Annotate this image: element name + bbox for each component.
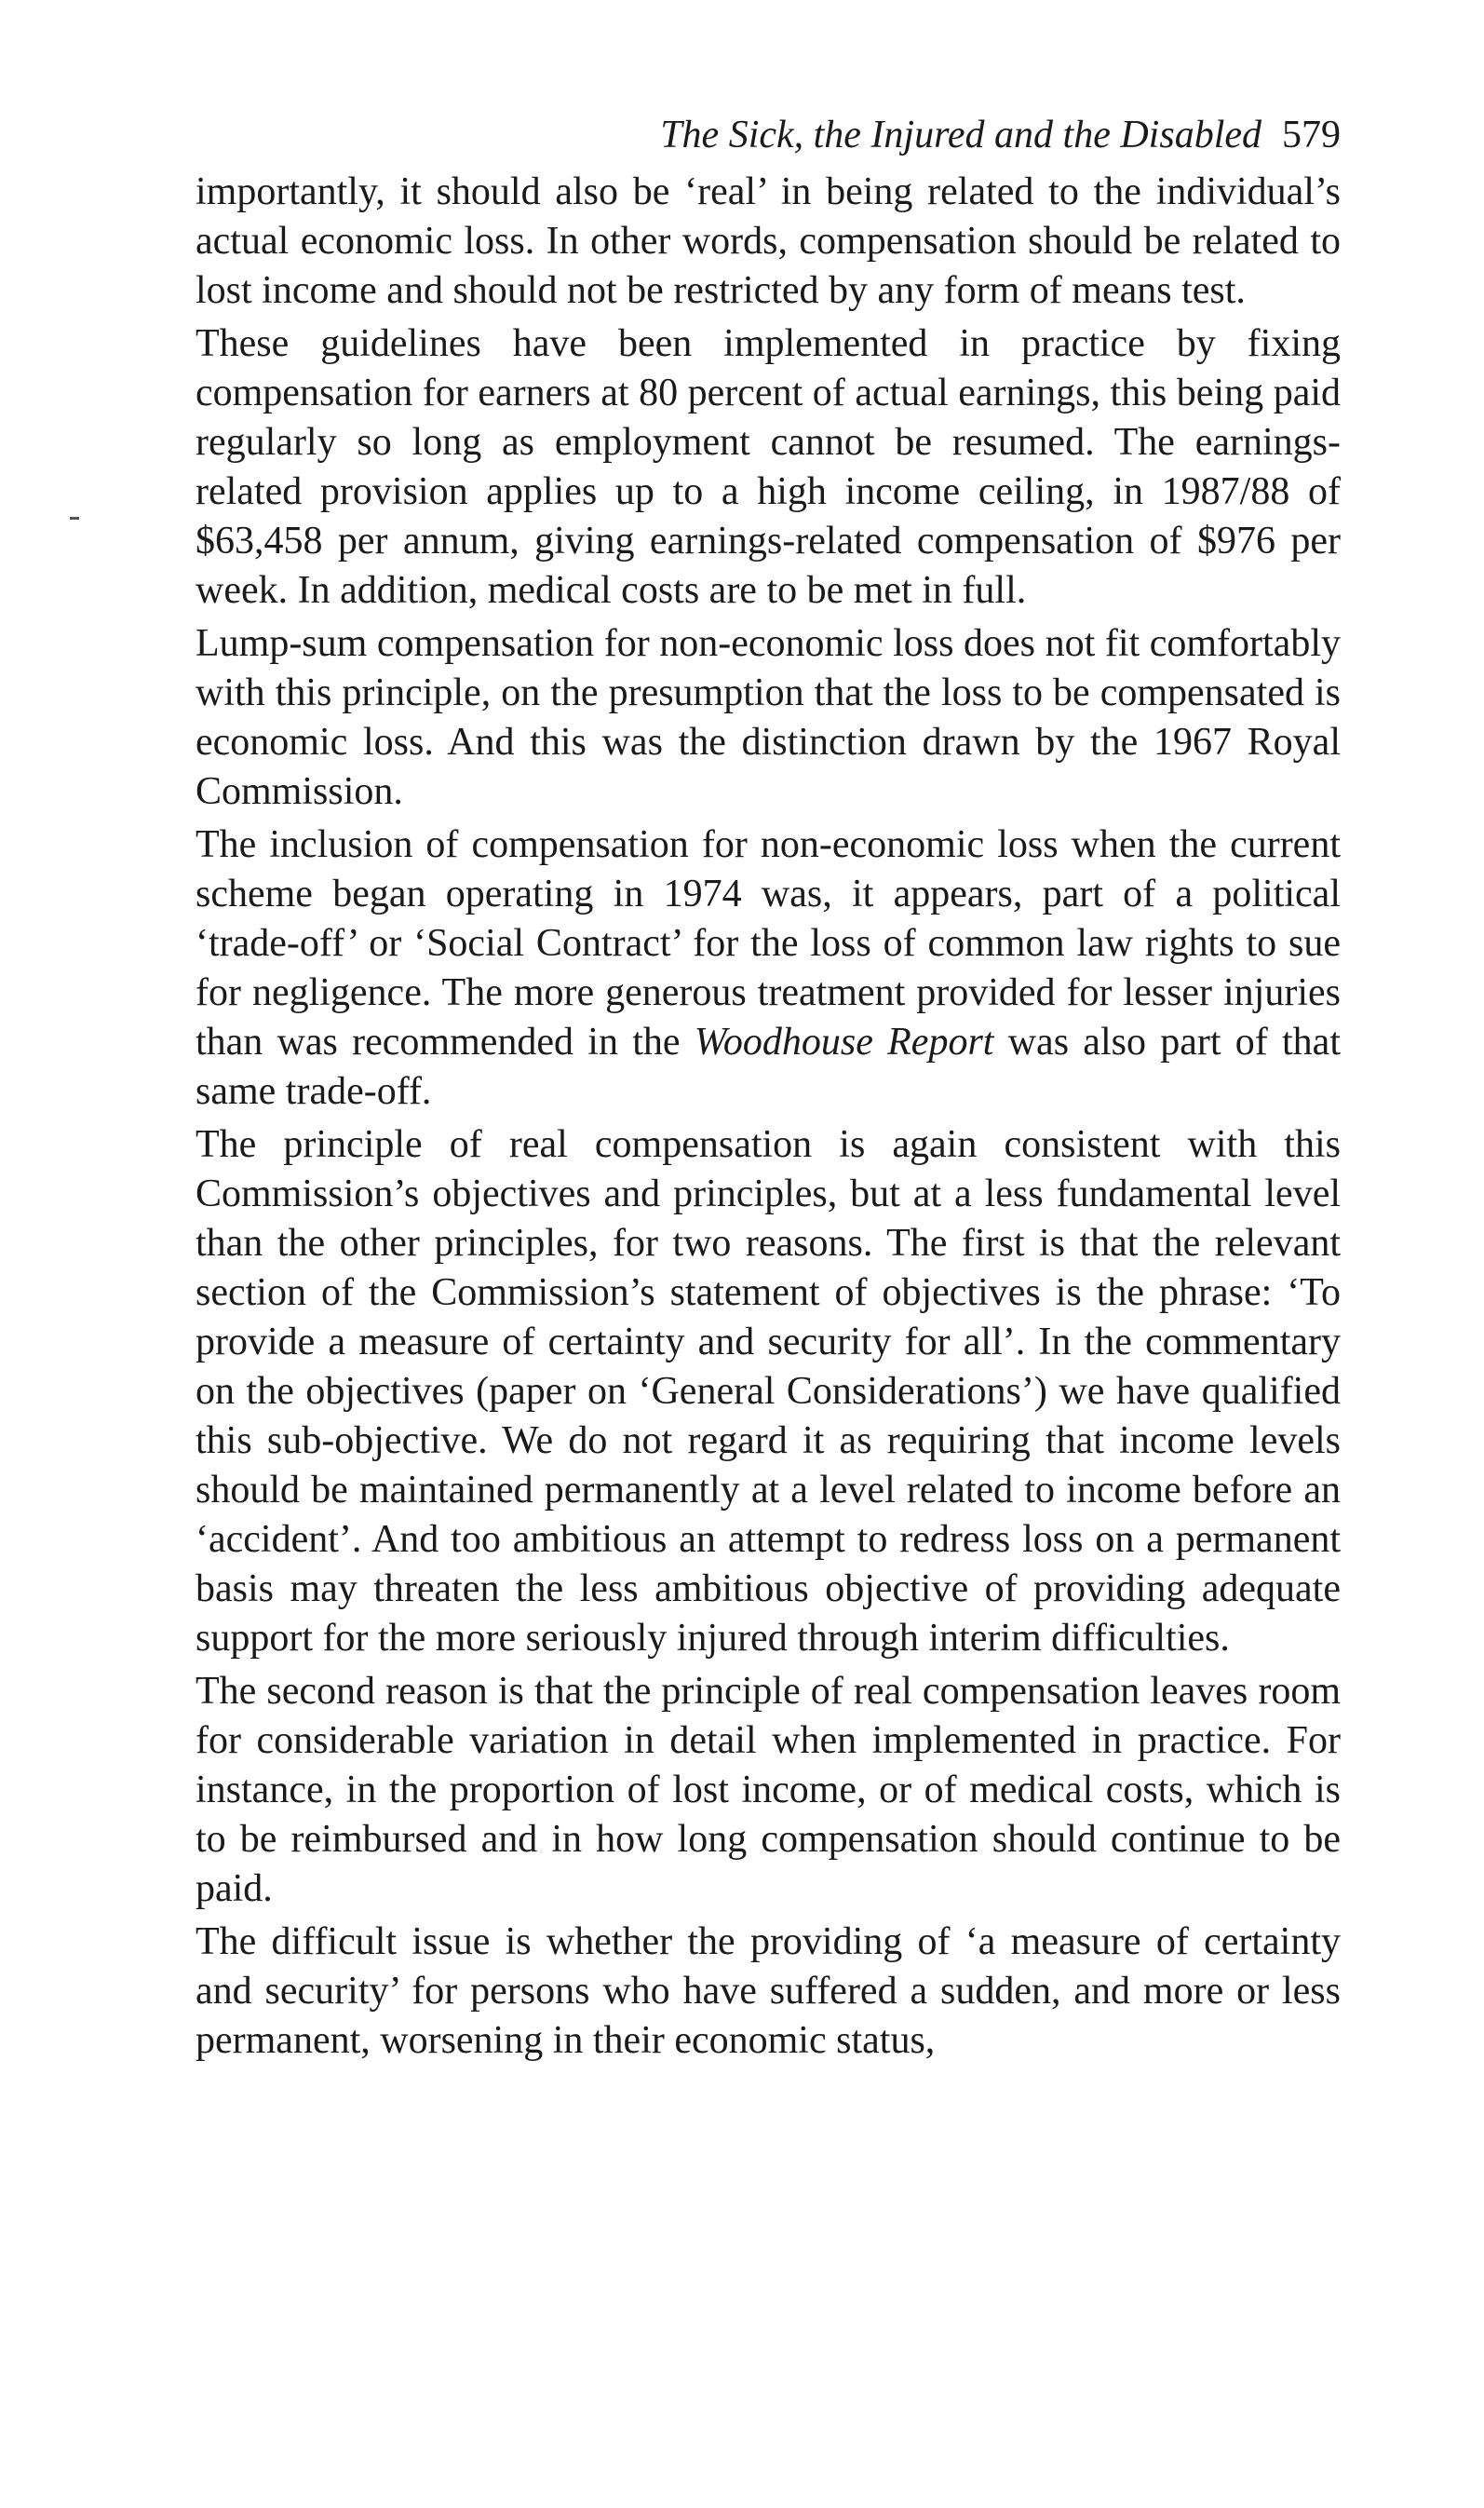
running-title: The Sick, the Injured and the Disabled — [660, 114, 1261, 156]
paragraph-lump-sum: Lump-sum compensation for non-economic loss does not fit comfortably with this principle, on the presumption that the loss to be compensated is economic loss. And this was the distinction drawn by the 1967 Royal Commission. — [196, 622, 1341, 814]
paragraph-inclusion-text-a: The inclusion of compensation for non-economic loss when the current scheme began operating in 1974 was, it appears, part of a political ‘trade-off’ or ‘Social Contract’ for the loss of common law rights to sue for negligence. The more generous treatment provided for lesser injuries than was recommended in the — [196, 823, 1341, 1064]
paragraph-inclusion-text-b: was also part of that same trade-off. — [196, 1021, 1341, 1114]
paragraph-difficult-issue: The difficult issue is whether the providing of ‘a measure of certainty and security’ for persons who have suffered a sudden, and more or less permanent, worsening in their economic status, — [196, 1920, 1341, 2063]
margin-mark — [70, 517, 79, 520]
running-head — [196, 112, 1341, 158]
paragraph-guidelines: These guidelines have been implemented in practice by fixing compensation for earners at 80 percent of actual earnings, this being paid regularly so long as employment cannot be resumed. The earnings-related provision applies up to a high income ceiling, in 1987/88 of $63,458 per annum, giving earnings-related compensation of $976 per week. In addition, medical costs are to be met in full. — [196, 322, 1341, 613]
paragraph-principle: The principle of real compensation is again consistent with this Commission’s objectives and principles, but at a less fundamental level than the other principles, for two reasons. The first is that the relevant section of the Commission’s statement of objectives is the phrase: ‘To provide a measure of certainty and security for all’. In the commentary on the objectives (paper on ‘General Considerations’) we have qualified this sub-objective. We do not regard it as requiring that income levels should be maintained permanently at a level related to income before an ‘accident’. And too ambitious an attempt to redress loss on a permanent basis may threaten the less ambitious objective of providing adequate support for the more seriously injured through interim difficulties. — [196, 1123, 1341, 1661]
page-number: 579 — [1282, 114, 1341, 156]
paragraph-continued: importantly, it should also be ‘real’ in being related to the individual’s actual economic loss. In other words, compensation should be related to lost income and should not be restricted by any form of means test. — [196, 170, 1341, 313]
body-text — [196, 168, 1341, 2066]
paragraph-inclusion — [196, 820, 1341, 1117]
book-page — [196, 112, 1341, 2066]
paragraph-second-reason: The second reason is that the principle of real compensation leaves room for considerable variation in detail when implemented in practice. For instance, in the proportion of lost income, or of medical costs, which is to be reimbursed and in how long compensation should continue to be paid. — [196, 1670, 1341, 1911]
woodhouse-report-title: Woodhouse Report — [694, 1021, 994, 1064]
